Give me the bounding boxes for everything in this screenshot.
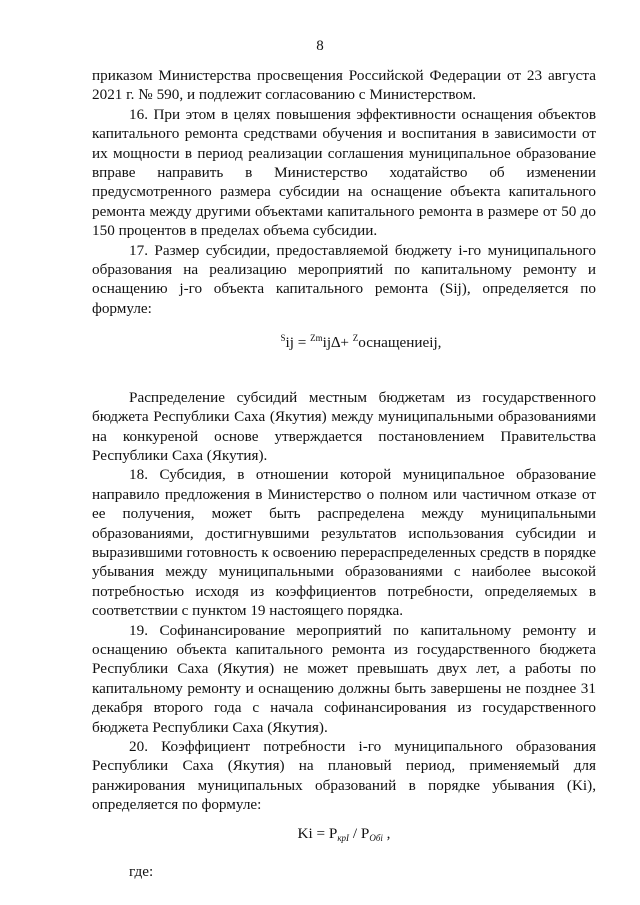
formula-sup-z: Z [352,333,359,344]
formula2-slash-p: / P [349,824,370,842]
formula-rest: оснащениеij, [358,334,442,352]
paragraph-19: 19. Софинансирование мероприятий по капитальному ремонту и оснащению объекта капитального ремонта из государственного бюджета Республики Саха (Якутия) не может превышать двух лет, а работы по капитальному ремонту и оснащению должны быть завершены не позднее 31 декабря второго года с начала софинансирования из государственного бюджета Республики Саха (Якутия). [92,621,596,736]
formula-equals: = [293,334,311,352]
document-body [92,66,596,881]
paragraph-20: 20. Коэффициент потребности i-го муниципального образования Республики Саха (Якутия) на плановый период, применяемый для ранжирования муниципальных образований в порядке убывания (Ki), определяется по формуле: [92,738,596,814]
paragraph-17: 17. Размер субсидии, предоставляемой бюджету i-го муниципального образования на реализацию мероприятий по капитальному ремонту и оснащению j-го объекта капитального ремонта (Sij), определяется по формуле: [92,241,596,317]
formula-sup-s: S [280,333,286,344]
formula2-k: Ki [297,824,313,842]
formula2-sub-kr: крI [337,832,350,843]
formula-ij-delta: ij∆+ [322,334,353,352]
paragraph-distribution: Распределение субсидий местным бюджетам из государственного бюджета Республики Саха (Якутия) между муниципальными образованиями на конкуреной основе утверждается постановлением Правительства Республики Саха (Якутия). [92,388,596,464]
formula-sup-zm: Zm [310,333,323,344]
formula-ij: ij [285,334,294,352]
formula2-sub-ob: Обi [369,832,383,843]
formula2-eq-p: = P [312,824,338,842]
formula-coefficient [92,824,596,848]
paragraph-16: 16. При этом в целях повышения эффективности оснащения объектов капитального ремонта средствами обучения и воспитания в зависимости от их мощности в период реализации соглашения муниципальное образование вправе направить в Министерство ходатайство об изменении предусмотренного размера субсидии на оснащение объекта капитального ремонта между другими объектами капитального ремонта в размере от 50 до 150 процентов в пределах объема субсидии. [92,105,596,240]
paragraph-where: где: [129,863,154,881]
paragraph-intro: приказом Министерства просвещения Российской Федерации от 23 августа 2021 г. № 590, и подлежит согласованию с Министерством. [92,67,596,104]
paragraph-18: 18. Субсидия, в отношении которой муниципальное образование направило предложения в Министерство о полном или частичном отказе от ее получения, может быть распределена между муниципальными образованиями, достигнувшими результатов использования субсидии и выразившими готовность к освоению перераспределенных средств в порядке убывания между муниципальными образованиями с наиболее высокой потребностью исходя из коэффициентов потребности, определяемых в соответствии с пунктом 19 настоящего порядка. [92,466,596,620]
page-number: 8 [316,38,324,54]
formula-subsidy [126,329,596,352]
formula2-tail: , [382,824,391,842]
